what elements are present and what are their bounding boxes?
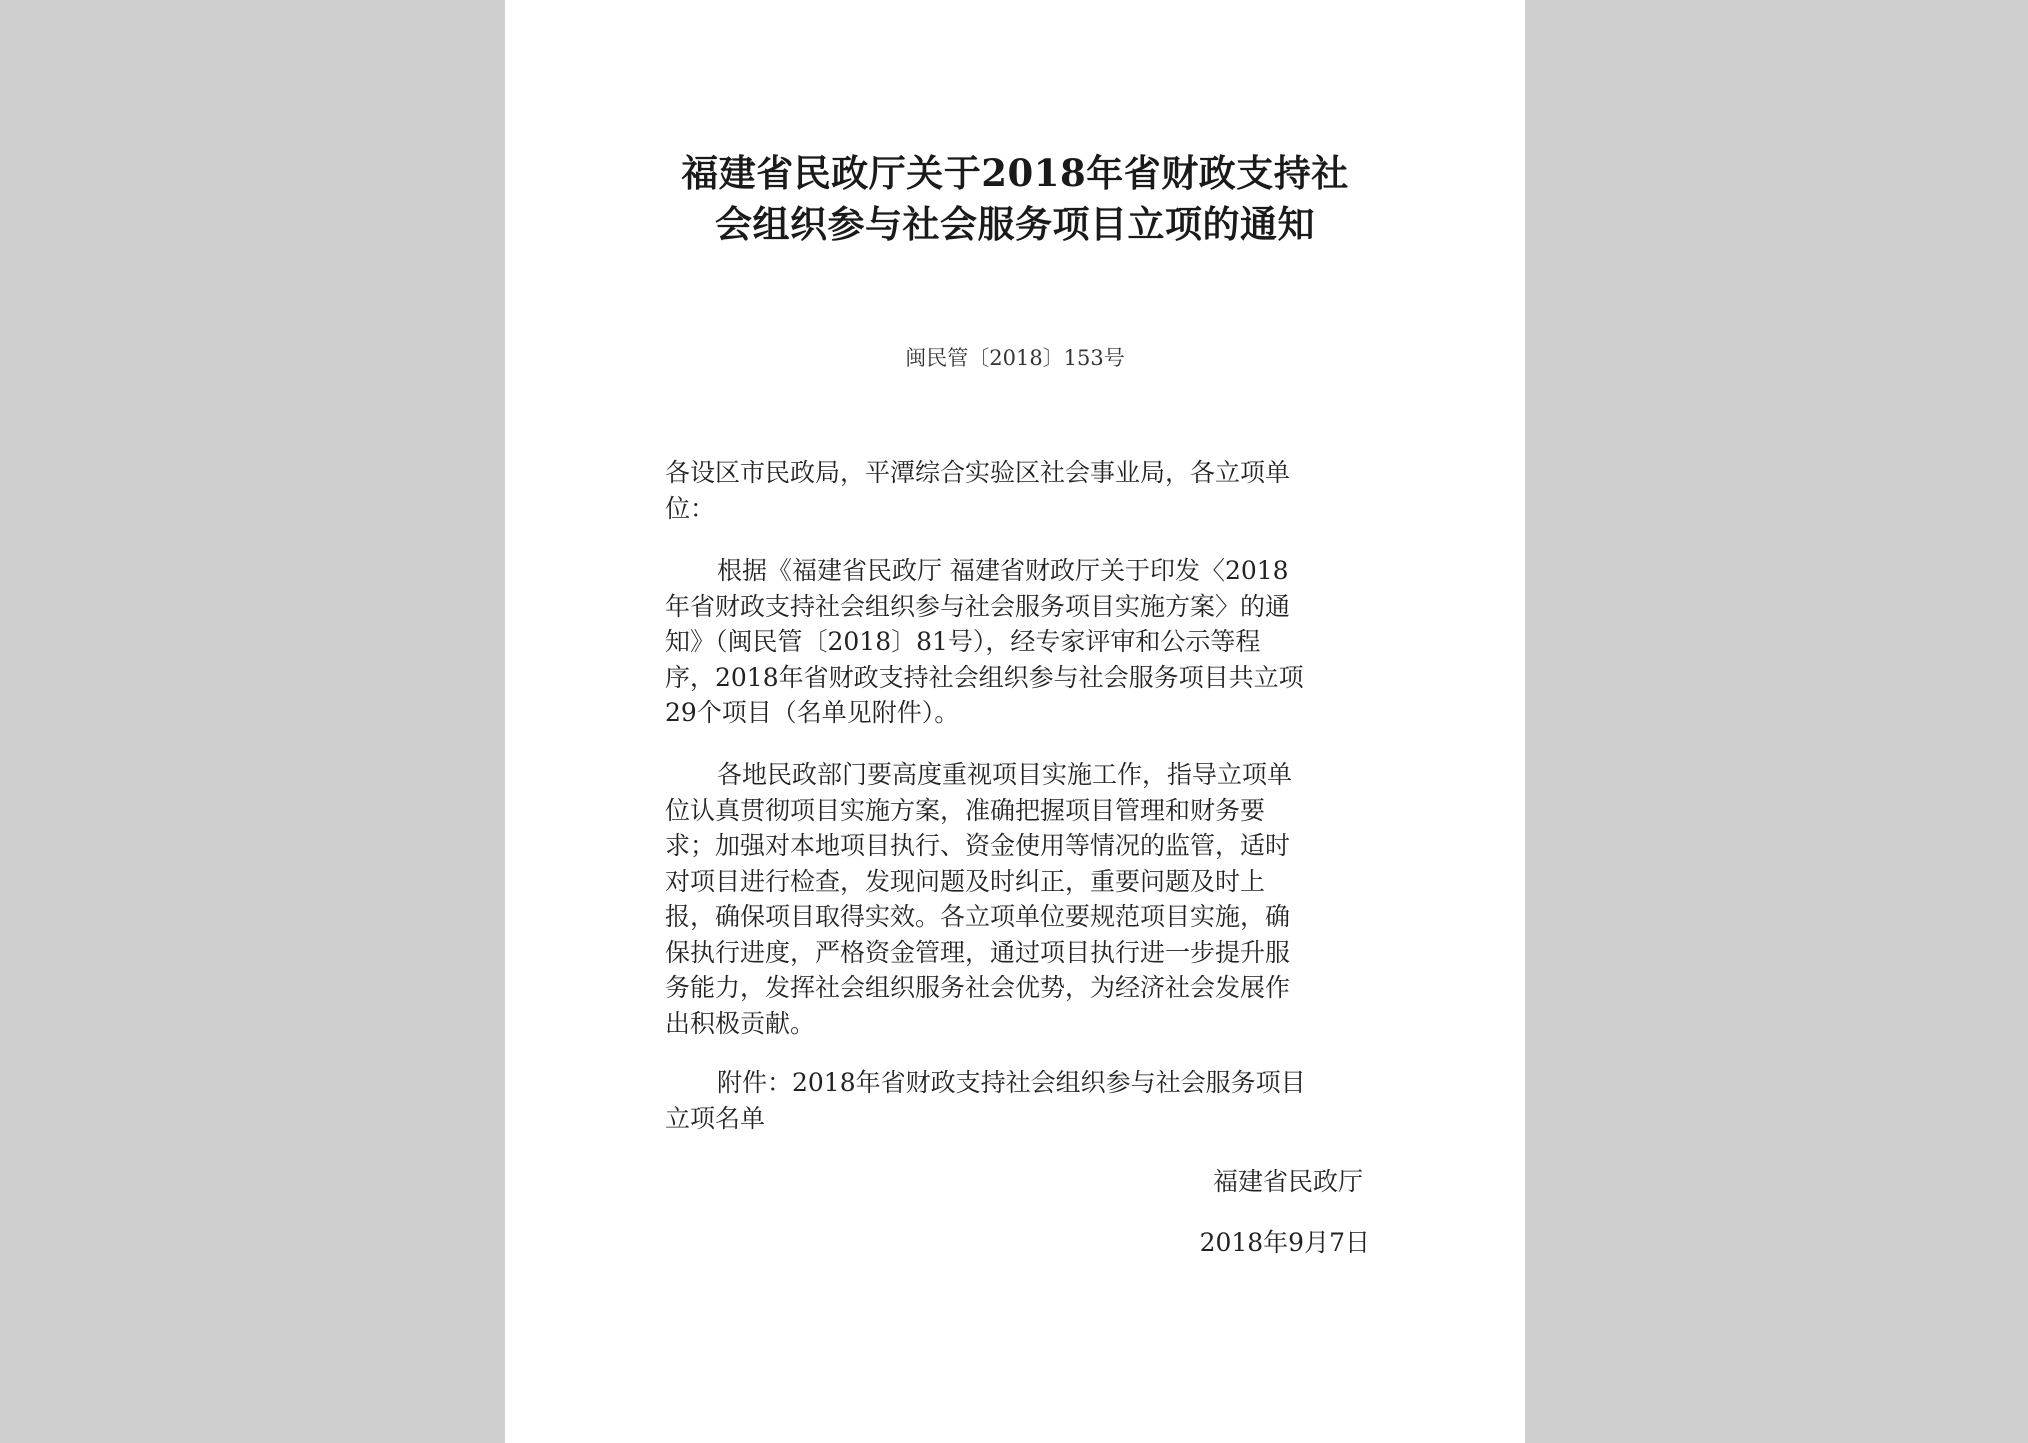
document-number: 闽民管〔2018〕153号: [905, 346, 1125, 370]
text-line: 各设区市民政局，平潭综合实验区社会事业局，各立项单: [665, 458, 1291, 487]
paragraph-basis: [665, 553, 1365, 731]
text-line: 位认真贯彻项目实施方案，准确把握项目管理和财务要: [665, 795, 1266, 825]
text-line: 附件：2018年省财政支持社会组织参与社会服务项目: [717, 1068, 1306, 1097]
text-line: 立项名单: [665, 1103, 766, 1133]
text-line: 年省财政支持社会组织参与社会服务项目实施方案〉的通: [665, 591, 1291, 621]
issuer-signature: 福建省民政厅: [1212, 1167, 1363, 1196]
text-line: 保执行进度，严格资金管理，通过项目执行进一步提升服: [665, 937, 1291, 967]
text-line: 根据《福建省民政厅 福建省财政厅关于印发〈2018: [717, 556, 1289, 585]
text-line: 务能力，发挥社会组织服务社会优势，为经济社会发展作: [665, 973, 1291, 1002]
paragraph-requirements: [665, 757, 1365, 1041]
text-line: 知》（闽民管〔2018〕81号），经专家评审和公示等程: [665, 627, 1261, 656]
document-page: [505, 0, 1525, 1443]
text-line: 求；加强对本地项目执行、资金使用等情况的监管，适时: [665, 831, 1291, 860]
issue-date: 2018年9月7日: [1199, 1228, 1370, 1257]
text-line: 位：: [665, 493, 716, 523]
text-line: 出积极贡献。: [665, 1008, 816, 1038]
title-line: 会组织参与社会服务项目立项的通知: [715, 202, 1315, 246]
document-title: [505, 148, 1525, 250]
salutation: [665, 455, 1365, 526]
text-line: 报，确保项目取得实效。各立项单位要规范项目实施，确: [665, 902, 1291, 931]
text-line: 对项目进行检查，发现问题及时纠正，重要问题及时上: [665, 866, 1266, 896]
title-line: 福建省民政厅关于2018年省财政支持社: [681, 151, 1349, 195]
text-line: 序，2018年省财政支持社会组织参与社会服务项目共立项: [665, 662, 1304, 692]
attachment-note: [665, 1065, 1365, 1136]
text-line: 29个项目（名单见附件）。: [665, 698, 960, 727]
text-line: 各地民政部门要高度重视项目实施工作，指导立项单: [717, 760, 1293, 789]
